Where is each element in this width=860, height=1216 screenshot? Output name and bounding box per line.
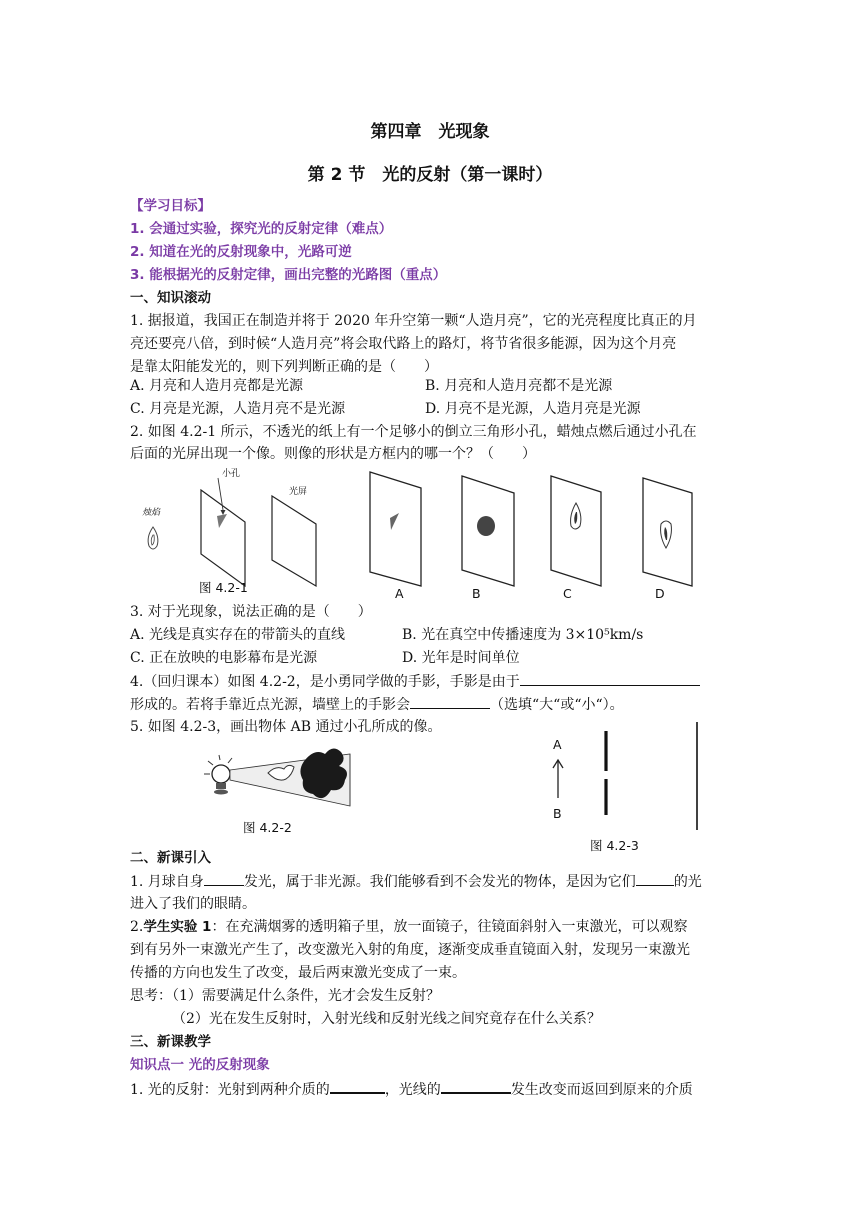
q1-line-2: 亮还要亮八倍，到时候“人造月亮”将会取代路上的路灯，将节省很多能源，因为这个月亮	[130, 336, 677, 352]
part3-heading: 三、新课教学	[130, 1034, 211, 1050]
def-text-c: 发生改变而返回到原来的介质	[510, 1082, 693, 1098]
def-text-b: ，光线的	[384, 1082, 441, 1098]
choice-label-c: C	[563, 586, 572, 601]
fig-4-2-2-caption: 图 4.2-2	[243, 820, 292, 835]
label-b: B	[553, 806, 562, 821]
q4-text-2b: （选填“大“或“小“）。	[490, 697, 624, 713]
objective-2: 2. 知道在光的反射现象中，光路可逆	[130, 244, 352, 260]
q4-text-2a: 形成的。若将手靠近点光源，墙壁上的手影会	[130, 697, 410, 713]
p1-line-2: 进入了我们的眼睛。	[130, 896, 256, 912]
def-blank-1[interactable]	[330, 1078, 385, 1094]
knowledge-point-1: 知识点一 光的反射现象	[130, 1057, 270, 1073]
q1-option-b: B. 月亮和人造月亮都不是光源	[425, 378, 613, 394]
p2-line-2: 到有另外一束激光产生了，改变激光入射的角度，逐渐变成垂直镜面入射，发现另一束激光	[130, 942, 690, 958]
p1-blank-2[interactable]	[636, 871, 674, 886]
p2-text-1: ：在充满烟雾的透明箱子里，放一面镜子，往镜面斜射入一束激光，可以观察	[211, 919, 688, 935]
q5-line: 5. 如图 4.2-3，画出物体 AB 通过小孔所成的像。	[130, 719, 442, 735]
q1-option-c: C. 月亮是光源，人造月亮不是光源	[130, 401, 346, 417]
objective-1: 1. 会通过实验，探究光的反射定律（难点）	[130, 221, 393, 237]
q3-stem: 3. 对于光现象，说法正确的是（ ）	[130, 604, 372, 620]
fig-4-2-1-caption: 图 4.2-1	[199, 580, 248, 595]
q2-line-1: 2. 如图 4.2-1 所示，不透光的纸上有一个足够小的倒立三角形小孔，蜡烛点燃后通过小孔在	[130, 424, 697, 440]
definition-line	[130, 1078, 693, 1100]
think-2: （2）光在发生反射时，入射光线和反射光线之间究竟存在什么关系？	[172, 1011, 601, 1027]
choice-label-b: B	[472, 586, 481, 601]
p1-line-1	[130, 871, 702, 892]
p2-prefix: 2.	[130, 919, 144, 935]
p2-experiment-label: 学生实验 1	[143, 919, 212, 935]
part2-heading: 二、新课引入	[130, 850, 211, 866]
q4-text-1: 4.（回归课本）如图 4.2-2，是小勇同学做的手影，手影是由于	[130, 674, 520, 690]
q1-line-3: 是靠太阳能发光的，则下列判断正确的是（ ）	[130, 359, 438, 375]
q1-option-a: A. 月亮和人造月亮都是光源	[130, 378, 304, 394]
section-title: 第 2 节 光的反射（第一课时）	[307, 165, 553, 185]
q3-option-a: A. 光线是真实存在的带箭头的直线	[130, 627, 346, 643]
label-a: A	[553, 737, 562, 752]
p2-line-3: 传播的方向也发生了改变，最后两束激光变成了一束。	[130, 965, 466, 981]
q2-line-2: 后面的光屏出现一个像。则像的形状是方框内的哪一个？（ ）	[130, 446, 536, 462]
q3-option-d: D. 光年是时间单位	[402, 650, 520, 666]
choice-label-d: D	[655, 586, 665, 601]
choice-label-a: A	[395, 586, 404, 601]
chapter-title: 第四章 光现象	[370, 122, 490, 142]
p1-text-b: 发光，属于非光源。我们能够看到不会发光的物体，是因为它们	[243, 874, 636, 890]
p1-text-a: 1. 月球自身	[130, 874, 204, 890]
q1-line-1: 1. 据报道，我国正在制造并将于 2020 年升空第一颗“人造月亮”，它的光亮程度比真正的月	[130, 313, 697, 329]
screen-label: 光屏	[289, 487, 308, 497]
q3-option-c: C. 正在放映的电影幕布是光源	[130, 650, 318, 666]
objectives-heading: 【学习目标】	[130, 198, 211, 214]
hole-label: 小孔	[222, 469, 241, 479]
part1-heading: 一、知识滚动	[130, 290, 211, 306]
q1-option-d: D. 月亮不是光源，人造月亮是光源	[425, 401, 641, 417]
candle-label: 烛焰	[142, 508, 161, 518]
def-blank-2[interactable]	[441, 1078, 511, 1094]
p2-line-1	[130, 917, 687, 937]
p1-blank-1[interactable]	[204, 871, 244, 886]
p1-text-c: 的光	[673, 874, 702, 890]
think-1: 思考：（1）需要满足什么条件，光才会发生反射？	[130, 988, 440, 1004]
fig-4-2-3-caption: 图 4.2-3	[590, 838, 639, 853]
def-text-a: 1. 光的反射：光射到两种介质的	[130, 1082, 330, 1098]
q3-option-b: B. 光在真空中传播速度为 3×10⁵km/s	[402, 627, 644, 643]
objective-3: 3. 能根据光的反射定律，画出完整的光路图（重点）	[130, 267, 447, 283]
